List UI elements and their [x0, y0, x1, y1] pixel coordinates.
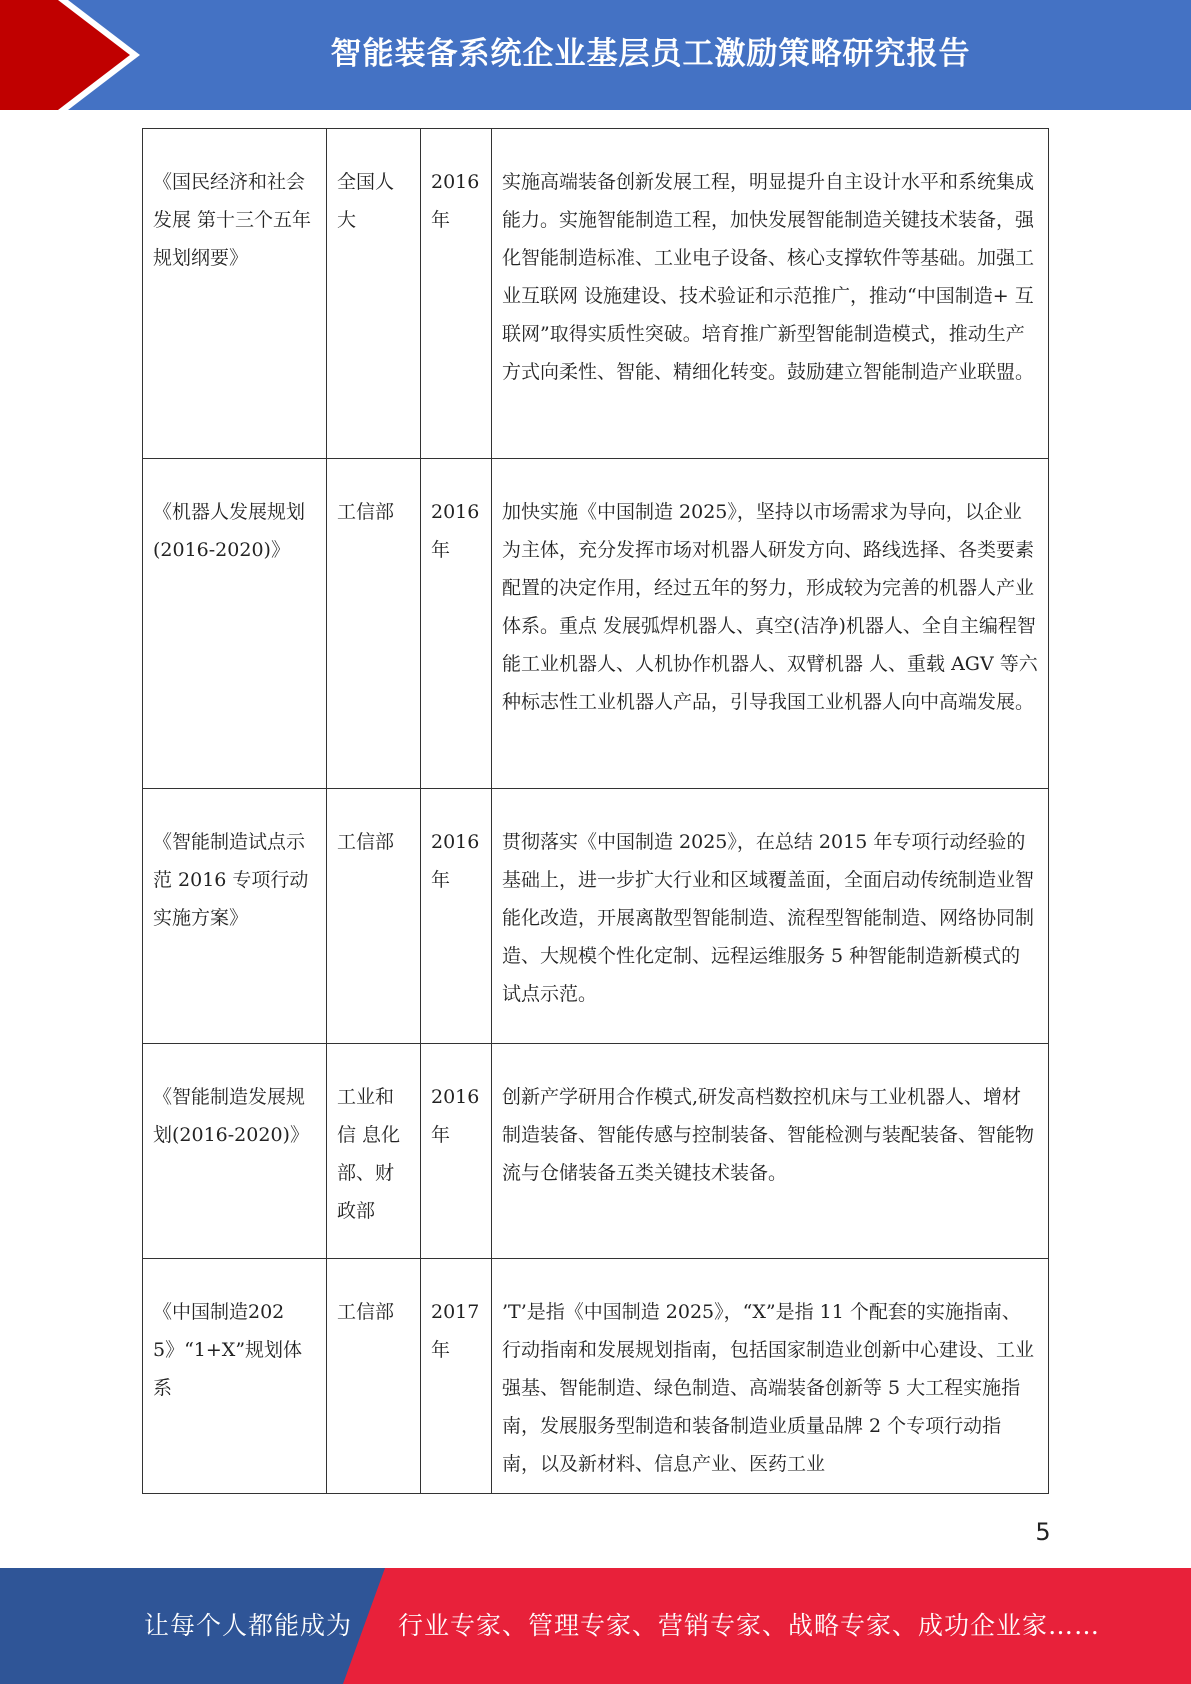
year-cell: 2016年 — [421, 1044, 492, 1259]
issuing-department-cell: 工信部 — [327, 1259, 421, 1494]
footer-slogan-right: 行业专家、管理专家、营销专家、战略专家、成功企业家…… — [398, 1611, 1101, 1640]
issuing-department-cell: 工信部 — [327, 459, 421, 789]
page-footer — [0, 1568, 1191, 1684]
header-title: 智能装备系统企业基层员工激励策略研究报告 — [330, 35, 971, 72]
table-row — [143, 789, 1049, 1044]
policy-content-cell: 实施高端装备创新发展工程，明显提升自主设计水平和系统集成能力。实施智能制造工程，加快发展智能制造关键技术装备，强化智能制造标准、工业电子设备、核心支撑软件等基础。加强工业互联网 设施建设、技术验证和示范推广，推动“中国制造+ 互联网”取得实质性突破。培育推广新型智能制造模式，推动生产方式向柔性、智能、精细化转变。鼓励建立智能制造产业联盟。 — [492, 129, 1049, 459]
footer-slogan-left: 让每个人都能成为 — [144, 1611, 353, 1640]
policy-name-cell: 《国民经济和社会发展 第十三个五年规划纲要》 — [143, 129, 327, 459]
policy-content-cell: 创新产学研用合作模式,研发高档数控机床与工业机器人、增材制造装备、智能传感与控制装备、智能检测与装配装备、智能物流与仓储装备五类关键技术装备。 — [492, 1044, 1049, 1259]
issuing-department-cell: 工业和信 息化部、财政部 — [327, 1044, 421, 1259]
policy-content-cell: 加快实施《中国制造 2025》，坚持以市场需求为导向，以企业为主体，充分发挥市场对机器人研发方向、路线选择、各类要素配置的决定作用，经过五年的努力，形成较为完善的机器人产业体系。重点 发展弧焊机器人、真空(洁净)机器人、全自主编程智能工业机器人、人机协作机器人、双臂机器 人、重载 AGV 等六种标志性工业机器人产品，引导我国工业机器人向中高端发展。 — [492, 459, 1049, 789]
table-row — [143, 459, 1049, 789]
policy-content-cell: 贯彻落实《中国制造 2025》，在总结 2015 年专项行动经验的基础上，进一步扩大行业和区域覆盖面，全面启动传统制造业智能化改造，开展离散型智能制造、流程型智能制造、网络协同制造、大规模个性化定制、远程运维服务 5 种智能制造新模式的试点示范。 — [492, 789, 1049, 1044]
page-header — [0, 0, 1191, 110]
issuing-department-cell: 全国人大 — [327, 129, 421, 459]
table-row — [143, 1044, 1049, 1259]
year-cell: 2016年 — [421, 129, 492, 459]
policy-content-cell: ’T’是指《中国制造 2025》，“X”是指 11 个配套的实施指南、行动指南和发展规划指南，包括国家制造业创新中心建设、工业强基、智能制造、绿色制造、高端装备创新等 5 大工程实施指南，发展服务型制造和装备制造业质量品牌 2 个专项行动指南，以及新材料、信息产业、医药工业 — [492, 1259, 1049, 1494]
policy-name-cell: 《机器人发展规划(2016-2020)》 — [143, 459, 327, 789]
page-number: 5 — [1035, 1518, 1051, 1546]
year-cell: 2016年 — [421, 459, 492, 789]
policy-name-cell: 《智能制造试点示范 2016 专项行动实施方案》 — [143, 789, 327, 1044]
table-row — [143, 129, 1049, 459]
policy-name-cell: 《中国制造2025》“1+X”规划体系 — [143, 1259, 327, 1494]
year-cell: 2017年 — [421, 1259, 492, 1494]
policy-name-cell: 《智能制造发展规划(2016-2020)》 — [143, 1044, 327, 1259]
policy-table — [142, 128, 1049, 1494]
year-cell: 2016年 — [421, 789, 492, 1044]
table-row — [143, 1259, 1049, 1494]
issuing-department-cell: 工信部 — [327, 789, 421, 1044]
